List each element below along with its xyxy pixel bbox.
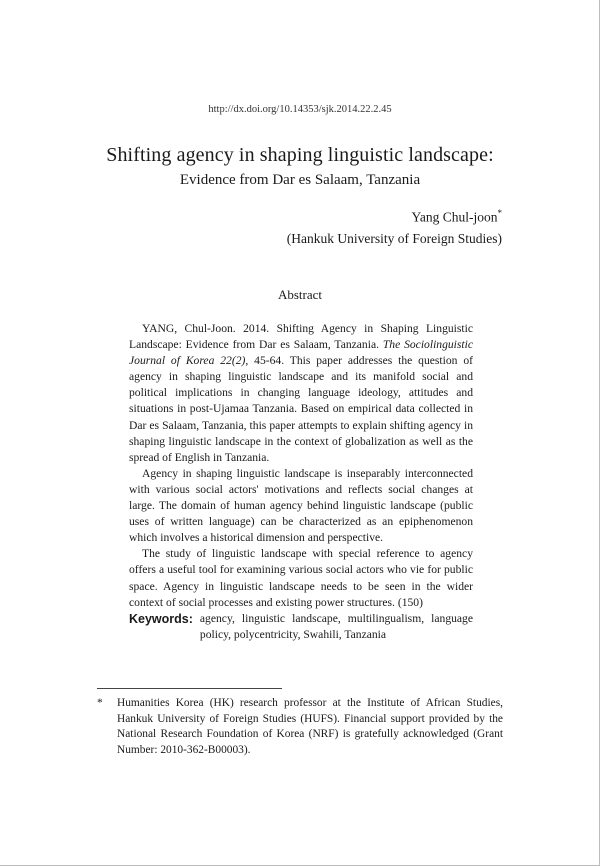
abstract-body	[129, 321, 473, 643]
abstract-paragraph-1	[129, 321, 473, 466]
footnote	[97, 696, 503, 758]
doi-link[interactable]: http://dx.doi.org/10.14353/sjk.2014.22.2.45	[208, 104, 392, 115]
citation-tail: , 45-64. This paper addresses the question of agency in shaping linguistic landscape and its manifold social and political implications in changing language ideology, attitudes and situations in post-Ujamaa Tanzania. Based on empirical data collected in Dar es Salaam, Tanzania, this paper attempts to explain shifting agency in shaping linguistic landscape in the context of globalization as well as the spread of English in Tanzania.	[129, 354, 473, 464]
keywords-label: Keywords:	[129, 611, 193, 626]
abstract-paragraph-2: Agency in shaping linguistic landscape is inseparably interconnected with various social actors' motivations and reflects social changes at large. The domain of human agency behind linguistic landscape (public uses of written language) can be characterized as an epiphenomenon which involves a historical dimension and perspective.	[129, 466, 473, 545]
keywords-line	[129, 611, 473, 643]
footnote-mark: *	[97, 697, 103, 709]
author-footnote-mark: *	[497, 208, 502, 218]
journal-name: The Sociolinguistic Journal of Korea 22(2)	[129, 338, 473, 368]
footnote-text: Humanities Korea (HK) research professor at the Institute of African Studies, Hankuk University of Foreign Studies (HUFS). Financial support provided by the National Research Foundation of Korea (NRF) is gratefully acknowledged (Grant Number: 2010-362-B00003).	[117, 697, 503, 756]
author-name	[411, 208, 502, 226]
abstract-paragraph-3: The study of linguistic landscape with special reference to agency offers a useful tool for examining various social actors who vie for public space. Agency in linguistic landscape needs to be seen in the wider context of social processes and existing power structures. (150)	[129, 547, 473, 609]
author-affiliation: (Hankuk University of Foreign Studies)	[286, 231, 502, 246]
citation-lead: YANG, Chul-Joon. 2014. Shifting Agency in Shaping Linguistic Landscape: Evidence from Dar es Salaam, Tanzania.	[129, 322, 473, 352]
abstract-heading: Abstract	[277, 287, 323, 302]
keywords-text: agency, linguistic landscape, multilingualism, language policy, polycentricity, Swahili, Tanzania	[199, 611, 473, 641]
author-name-text: Yang Chul-joon	[411, 209, 498, 225]
paper-title: Shifting agency in shaping linguistic landscape:	[106, 144, 494, 166]
footnote-divider	[97, 688, 282, 689]
paper-subtitle: Evidence from Dar es Salaam, Tanzania	[179, 172, 421, 188]
